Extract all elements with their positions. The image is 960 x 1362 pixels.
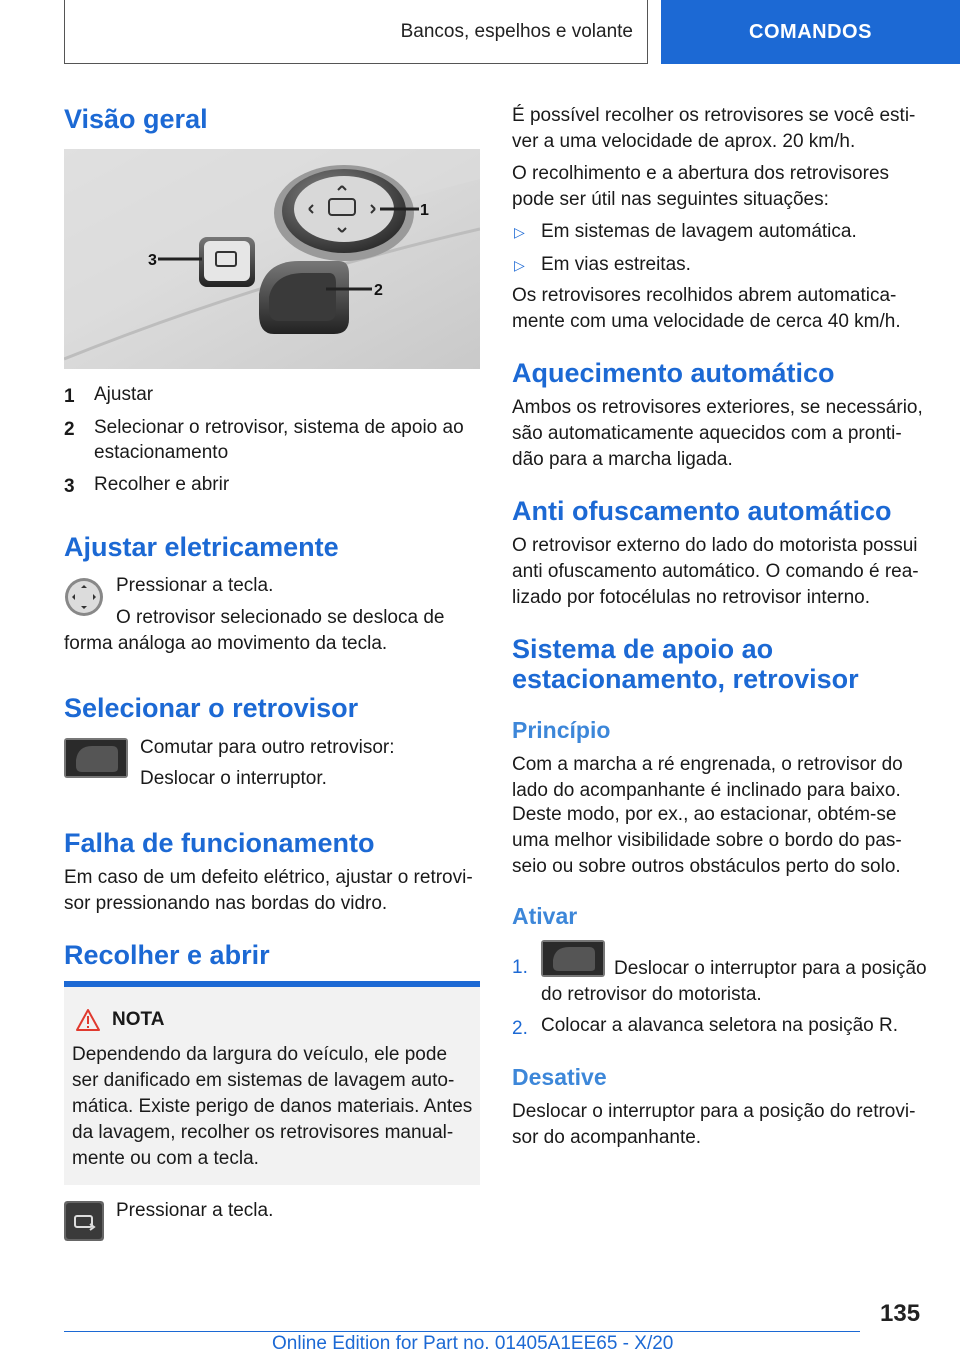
header-section-label: Bancos, espelhos e volante xyxy=(400,20,633,42)
callout-2: 2 xyxy=(374,282,383,299)
legend-num: 2 xyxy=(64,419,75,440)
heat-line: Ambos os retrovisores exteriores, se necessário, xyxy=(512,397,923,418)
joystick-icon xyxy=(64,577,104,617)
title-parking-1: Sistema de apoio ao xyxy=(512,634,774,664)
mirror-switch-icon xyxy=(541,940,605,977)
header-section xyxy=(64,0,648,64)
legend-num: 3 xyxy=(64,476,75,497)
title-overview: Visão geral xyxy=(64,104,208,134)
title-select: Selecionar o retrovisor xyxy=(64,693,359,723)
legend-item: Selecionar o retrovisor, sistema de apoio ao xyxy=(94,417,464,438)
heat-line: são automaticamente aquecidos com a pronti- xyxy=(512,423,902,444)
footer-edition: Online Edition for Part no. 01405A1EE65 - X/20 xyxy=(272,1333,674,1354)
title-antiglare: Anti ofuscamento automático xyxy=(512,496,892,526)
principle-line: seio ou sobre outros obstáculos perto do solo. xyxy=(512,856,901,877)
note-line: Dependendo da largura do veículo, ele pode xyxy=(72,1044,448,1065)
step-number: 2. xyxy=(512,1018,528,1039)
callout-3: 3 xyxy=(148,252,157,269)
adjust-text-2: O retrovisor selecionado se desloca de xyxy=(116,607,445,628)
callout-1: 1 xyxy=(420,202,429,219)
bullet-item: Em vias estreitas. xyxy=(541,254,691,275)
select-text-1: Comutar para outro retrovisor: xyxy=(140,737,395,758)
intro-line: É possível recolher os retrovisores se você esti- xyxy=(512,105,916,126)
note-label: NOTA xyxy=(112,1009,165,1030)
title-failure: Falha de funcionamento xyxy=(64,828,375,858)
select-text-2: Deslocar o interruptor. xyxy=(140,768,327,789)
footer-divider xyxy=(64,1331,860,1332)
principle-line: lado do acompanhante é inclinado para baixo. xyxy=(512,780,901,801)
mirror-switch-icon xyxy=(64,738,128,778)
header-chapter-label: COMANDOS xyxy=(749,20,872,43)
mirror-control-illustration xyxy=(64,149,480,369)
legend-item-cont: estacionamento xyxy=(94,442,229,463)
title-activate: Ativar xyxy=(512,903,578,929)
principle-line: Deste modo, por ex., ao estacionar, obtém-se xyxy=(512,804,897,825)
heat-line: dão para a marcha ligada. xyxy=(512,449,733,470)
mirror-control-figure xyxy=(64,149,480,369)
title-deactivate: Desative xyxy=(512,1064,607,1090)
adjust-text-1: Pressionar a tecla. xyxy=(116,575,274,596)
title-parking-2: estacionamento, retrovisor xyxy=(512,664,859,694)
title-heat: Aquecimento automático xyxy=(512,358,835,388)
intro-line: ver a uma velocidade de aprox. 20 km/h. xyxy=(512,131,856,152)
deactivate-line: sor do acompanhante. xyxy=(512,1127,702,1148)
legend-num: 1 xyxy=(64,386,75,407)
antiglare-line: lizado por fotocélulas no retrovisor interno. xyxy=(512,587,871,608)
step2-text: Colocar a alavanca seletora na posição R. xyxy=(541,1015,898,1036)
after-line: Os retrovisores recolhidos abrem automatica- xyxy=(512,285,897,306)
title-fold: Recolher e abrir xyxy=(64,940,270,970)
page-number: 135 xyxy=(880,1300,921,1327)
antiglare-line: O retrovisor externo do lado do motorista possui xyxy=(512,535,918,556)
bullet-item: Em sistemas de lavagem automática. xyxy=(541,221,857,242)
note-line: da lavagem, recolher os retrovisores manual- xyxy=(72,1122,454,1143)
note-line: mente ou com a tecla. xyxy=(72,1148,259,1169)
press-key-text: Pressionar a tecla. xyxy=(116,1200,274,1221)
legend-item: Ajustar xyxy=(94,384,154,405)
step1-text-cont: do retrovisor do motorista. xyxy=(541,984,762,1005)
intro-line: pode ser útil nas seguintes situações: xyxy=(512,189,829,210)
note-line: mática. Existe perigo de danos materiais. Antes xyxy=(72,1096,473,1117)
bullet-triangle-icon: ▷ xyxy=(514,224,525,240)
deactivate-line: Deslocar o interruptor para a posição do retrovi- xyxy=(512,1101,916,1122)
failure-text-2: sor pressionando nas bordas do vidro. xyxy=(64,893,388,914)
legend-item: Recolher e abrir xyxy=(94,474,230,495)
warning-icon xyxy=(75,1008,101,1037)
title-principle: Princípio xyxy=(512,717,611,743)
intro-line: O recolhimento e a abertura dos retrovisores xyxy=(512,163,890,184)
principle-line: Com a marcha a ré engrenada, o retrovisor do xyxy=(512,754,903,775)
adjust-text-3: forma análoga ao movimento da tecla. xyxy=(64,633,388,654)
bullet-triangle-icon: ▷ xyxy=(514,257,525,273)
fold-button-icon xyxy=(64,1201,104,1241)
title-adjust: Ajustar eletricamente xyxy=(64,532,339,562)
step1-text: Deslocar o interruptor para a posição xyxy=(614,958,927,979)
note-line: ser danificado em sistemas de lavagem auto- xyxy=(72,1070,455,1091)
failure-text-1: Em caso de um defeito elétrico, ajustar o retrovi- xyxy=(64,867,473,888)
antiglare-line: anti ofuscamento automático. O comando é rea- xyxy=(512,561,919,582)
step-number: 1. xyxy=(512,957,528,978)
principle-line: uma melhor visibilidade sobre o bordo do pas- xyxy=(512,830,902,851)
after-line: mente com uma velocidade de cerca 40 km/h. xyxy=(512,311,901,332)
header-chapter xyxy=(661,0,960,64)
